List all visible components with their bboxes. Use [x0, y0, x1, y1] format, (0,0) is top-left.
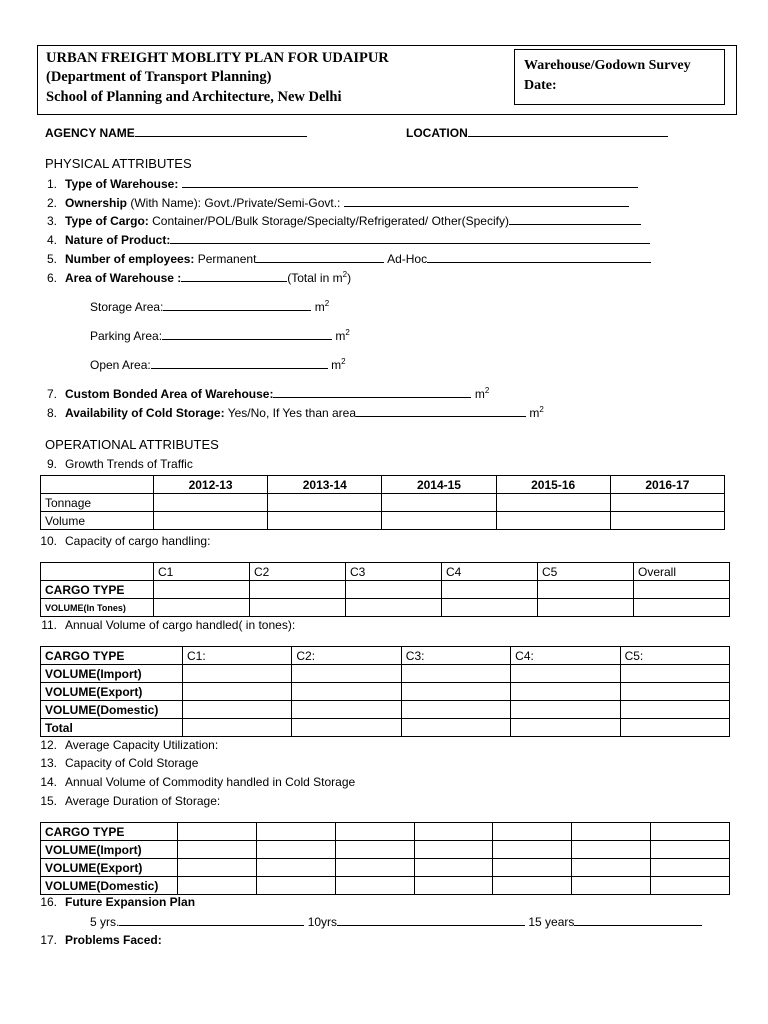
plan-title: URBAN FREIGHT MOBLITY PLAN FOR UDAIPUR — [46, 50, 389, 66]
agency-field[interactable] — [45, 125, 307, 140]
parking-area-field[interactable]: Parking Area: $m^2$ — [90, 328, 350, 343]
table-row: Total — [41, 719, 730, 737]
table-row: CARGO TYPE — [41, 581, 730, 599]
table-row: VOLUME(Domestic) — [41, 701, 730, 719]
department: (Department of Transport Planning) — [46, 69, 272, 85]
table-row: VOLUME(Export) — [41, 683, 730, 701]
q5[interactable]: 5. Number of employees: Permanent Ad-Hoc — [35, 251, 651, 266]
date-label: Date: — [524, 78, 557, 93]
year-header: 2015-16 — [496, 476, 610, 494]
q14: 14. Annual Volume of Commodity handled in Cold Storage — [40, 775, 356, 789]
q7[interactable]: 7. Custom Bonded Area of Warehouse: $m^2$ — [46, 386, 490, 401]
q11: 11. Annual Volume of cargo handled( in tones): — [41, 618, 296, 632]
expansion-5yr-label: 5 yrs. — [90, 915, 120, 929]
year-header: 2013-14 — [268, 476, 382, 494]
year-header: 2016-17 — [610, 476, 724, 494]
table-row: VOLUME(Export) — [41, 859, 730, 877]
cargo-col-header: Overall — [634, 563, 730, 581]
duration-table — [40, 822, 730, 895]
q3[interactable]: 3. Type of Cargo: Container/POL/Bulk Storage/Specialty/Refrigerated/ Other(Specify) — [35, 213, 641, 228]
q17: 17. Problems Faced: — [40, 933, 162, 947]
table-row: Tonnage — [41, 494, 725, 512]
q2[interactable]: 2. Ownership (With Name): Govt./Private/Semi-Govt.: — [35, 195, 629, 210]
year-header: 2014-15 — [382, 476, 496, 494]
expansion-10yr-label: 10yrs — [307, 915, 338, 929]
header-box — [37, 45, 737, 115]
growth-table — [40, 475, 725, 530]
cargo-col-header: C4: — [511, 647, 620, 665]
operational-attributes-heading: OPERATIONAL ATTRIBUTES — [45, 437, 219, 452]
q10: 10. Capacity of cargo handling: — [40, 534, 211, 548]
cargo-col-header: C3: — [401, 647, 510, 665]
cargo-col-header: C5: — [620, 647, 729, 665]
q4[interactable]: 4. Nature of Product: — [35, 232, 650, 247]
physical-attributes-heading: PHYSICAL ATTRIBUTES — [45, 156, 192, 171]
expansion-15yr-label: 15 years — [528, 915, 575, 929]
location-label: LOCATION — [406, 126, 468, 140]
location-field[interactable] — [406, 125, 668, 140]
school: School of Planning and Architecture, New Delhi — [46, 89, 342, 105]
storage-area-field[interactable]: Storage Area: $m^2$ — [90, 299, 330, 314]
table-row: CARGO TYPE — [41, 823, 730, 841]
open-area-field[interactable]: Open Area: $m^2$ — [90, 357, 346, 372]
q15: 15. Average Duration of Storage: — [40, 794, 221, 808]
q8[interactable]: 8. Availability of Cold Storage: Yes/No, If Yes than area $m^2$ — [46, 405, 544, 420]
cargo-col-header: C1: — [183, 647, 292, 665]
survey-box — [514, 49, 725, 105]
agency-label: AGENCY NAME — [45, 126, 135, 140]
q12: 12. Average Capacity Utilization: — [40, 738, 219, 752]
cargo-col-header: C5 — [538, 563, 634, 581]
annual-volume-table: CARGO TYPE C1: C2: C3: C4: C5: VOLUME(Import) VOLUME(Export) VOLUME(Domestic) Total — [40, 646, 730, 737]
cargo-col-header: C2: — [292, 647, 401, 665]
table-row: Volume — [41, 512, 725, 530]
cargo-col-header: C1 — [154, 563, 250, 581]
survey-title: Warehouse/Godown Survey — [524, 58, 691, 73]
table-row: VOLUME(Import) — [41, 841, 730, 859]
table-row: VOLUME(Domestic) — [41, 877, 730, 895]
q13: 13. Capacity of Cold Storage — [40, 756, 199, 770]
q6[interactable]: 6. Area of Warehouse : (Total in $m^2$) — [46, 270, 352, 285]
capacity-table — [40, 562, 730, 617]
cargo-col-header: C3 — [346, 563, 442, 581]
table-row: VOLUME(In Tones) — [41, 599, 730, 617]
q16: 16. Future Expansion Plan — [40, 895, 196, 909]
cargo-col-header: C4 — [442, 563, 538, 581]
q1[interactable]: 1. Type of Warehouse: — [35, 176, 638, 191]
q9: 9. Growth Trends of Traffic — [46, 457, 193, 471]
expansion-fields[interactable] — [90, 914, 702, 929]
cargo-col-header: C2 — [250, 563, 346, 581]
table-row: VOLUME(Import) — [41, 665, 730, 683]
year-header: 2012-13 — [154, 476, 268, 494]
